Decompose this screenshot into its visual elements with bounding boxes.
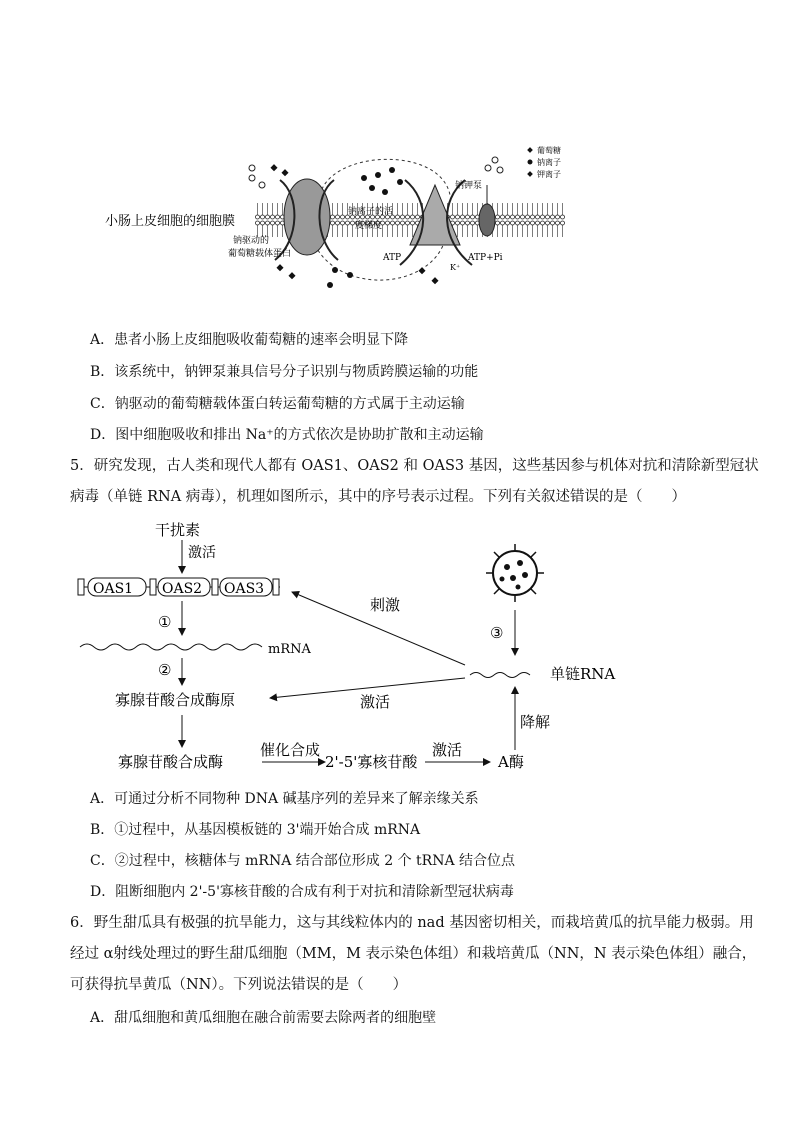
- svg-text:激活: 激活: [360, 693, 391, 711]
- svg-text:度梯度: 度梯度: [355, 221, 383, 231]
- svg-text:钠钾泵: 钠钾泵: [455, 181, 483, 191]
- svg-text:钾离子: 钾离子: [537, 170, 561, 179]
- svg-text:葡萄糖载体蛋白: 葡萄糖载体蛋白: [228, 249, 292, 259]
- q6-stem-line-3: 可获得抗旱黄瓜（NN）。下列说法错误的是（ ）: [70, 977, 408, 993]
- a-enzyme-label: A酶: [498, 753, 524, 771]
- svg-text:ATP+Pi: ATP+Pi: [468, 253, 503, 263]
- q5-option-a[interactable]: A．可通过分析不同物种 DNA 碱基序列的差异来了解亲缘关系: [90, 791, 479, 807]
- svg-text:钠离子: 钠离子: [537, 158, 561, 167]
- q4-option-a[interactable]: A．患者小肠上皮细胞吸收葡萄糖的速率会明显下降: [90, 332, 409, 348]
- svg-text:OAS1: OAS1: [93, 581, 134, 597]
- receptor-protein: [479, 204, 495, 236]
- q4-option-b[interactable]: B．该系统中，钠钾泵兼具信号分子识别与物质跨膜运输的功能: [90, 364, 479, 380]
- virus-icon: [486, 544, 544, 602]
- oligo-label: 2'-5'寡核苷酸: [325, 753, 418, 771]
- membrane-label: 小肠上皮细胞的细胞膜: [105, 214, 236, 229]
- svg-text:②: ②: [158, 661, 172, 679]
- svg-text:钠驱动的: 钠驱动的: [233, 236, 270, 246]
- q4-option-c[interactable]: C．钠驱动的葡萄糖载体蛋白转运葡萄糖的方式属于主动运输: [90, 396, 465, 412]
- enzyme-precursor-label: 寡腺苷酸合成酶原: [115, 691, 236, 709]
- svg-text:K⁺: K⁺: [450, 263, 461, 272]
- svg-text:刺激: 刺激: [370, 596, 401, 614]
- enzyme-label: 寡腺苷酸合成酶: [118, 753, 224, 771]
- svg-text:③: ③: [490, 624, 504, 642]
- svg-text:激活: 激活: [188, 545, 216, 561]
- svg-text:ATP: ATP: [383, 253, 402, 263]
- svg-text:钠离子的活: 钠离子的活: [348, 207, 394, 217]
- svg-text:降解: 降解: [520, 713, 551, 731]
- q5-option-d[interactable]: D．阻断细胞内 2'-5'寡核苷酸的合成有利于对抗和清除新型冠状病毒: [90, 884, 514, 900]
- ssrna-strand: [470, 673, 530, 678]
- q6-option-a[interactable]: A．甜瓜细胞和黄瓜细胞在融合前需要去除两者的细胞壁: [90, 1010, 437, 1026]
- q5-option-c[interactable]: C．②过程中，核糖体与 mRNA 结合部位形成 2 个 tRNA 结合位点: [90, 853, 516, 869]
- q5-option-b[interactable]: B．①过程中，从基因模板链的 3'端开始合成 mRNA: [90, 822, 421, 838]
- q5-stem-line-1: 5．研究发现，古人类和现代人都有 OAS1、OAS2 和 OAS3 基因，这些基因参与机体对抗和清除新型冠状: [70, 458, 759, 474]
- ssrna-label: 单链RNA: [550, 665, 616, 683]
- glucose-carrier-protein: [284, 179, 330, 255]
- svg-text:OAS3: OAS3: [224, 581, 265, 597]
- svg-text:①: ①: [158, 613, 172, 631]
- interferon-label: 干扰素: [155, 521, 201, 539]
- q4-option-d[interactable]: D．图中细胞吸收和排出 Na⁺的方式依次是协助扩散和主动运输: [90, 427, 484, 443]
- membrane-transport-figure: [100, 140, 580, 305]
- q6-stem-line-1: 6．野生甜瓜具有极强的抗旱能力，这与其线粒体内的 nad 基因密切相关，而栽培黄瓜的抗旱能力极弱。用: [70, 915, 754, 931]
- legend: [527, 145, 561, 179]
- svg-text:激活: 激活: [432, 741, 463, 759]
- oas-pathway-figure: [70, 515, 630, 785]
- svg-text:葡萄糖: 葡萄糖: [537, 146, 561, 155]
- svg-text:OAS2: OAS2: [162, 581, 203, 597]
- q6-stem-line-2: 经过 α射线处理过的野生甜瓜细胞（MM，M 表示染色体组）和栽培黄瓜（NN，N 表示染色体组）融合，: [70, 946, 757, 962]
- mrna-strand: [80, 644, 262, 650]
- q5-stem-line-2: 病毒（单链 RNA 病毒），机理如图所示，其中的序号表示过程。下列有关叙述错误的是（ ）: [70, 489, 687, 505]
- svg-text:mRNA: mRNA: [268, 642, 311, 657]
- svg-text:催化合成: 催化合成: [260, 741, 321, 759]
